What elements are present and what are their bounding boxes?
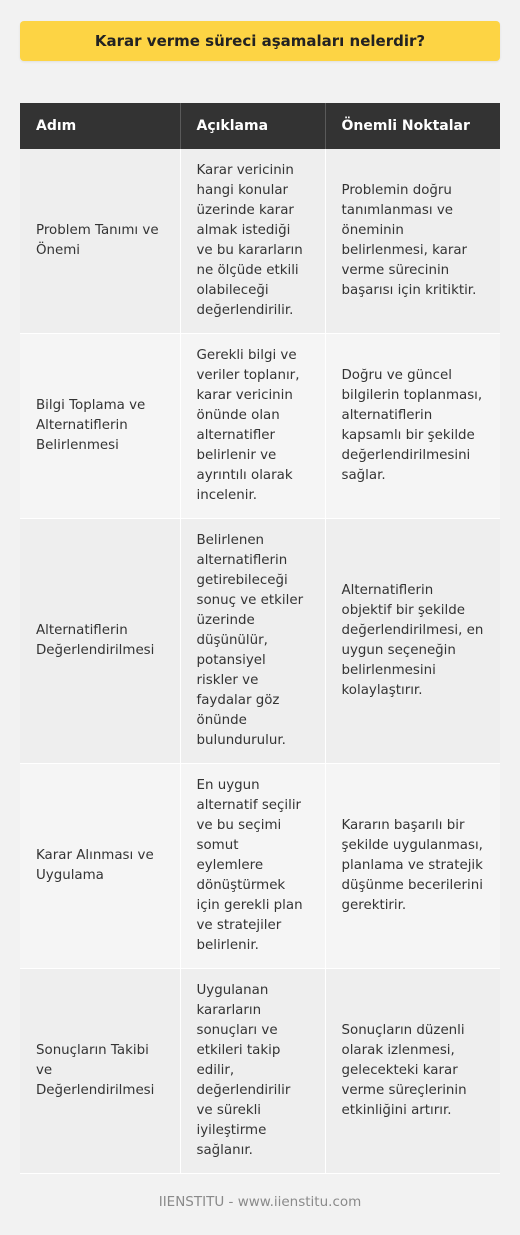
step-cell: Bilgi Toplama ve Alternatiflerin Belirlenmesi bbox=[20, 334, 180, 519]
notes-cell: Alternatiflerin objektif bir şekilde değerlendirilmesi, en uygun seçeneğin belirlenmesini kolaylaştırır. bbox=[325, 519, 500, 764]
column-header-description: Açıklama bbox=[180, 103, 325, 149]
column-header-notes: Önemli Noktalar bbox=[325, 103, 500, 149]
title-banner bbox=[20, 21, 500, 61]
table-row bbox=[20, 969, 500, 1174]
description-cell: Karar vericinin hangi konular üzerinde karar almak istediği ve bu kararların ne ölçüde etkili olabileceği değerlendirilir. bbox=[180, 149, 325, 334]
column-header-step: Adım bbox=[20, 103, 180, 149]
step-cell: Alternatiflerin Değerlendirilmesi bbox=[20, 519, 180, 764]
step-cell: Sonuçların Takibi ve Değerlendirilmesi bbox=[20, 969, 180, 1174]
table-row bbox=[20, 334, 500, 519]
notes-cell: Kararın başarılı bir şekilde uygulanması, planlama ve stratejik düşünme becerilerini gerektirir. bbox=[325, 764, 500, 969]
table-header-row bbox=[20, 103, 500, 149]
notes-cell: Sonuçların düzenli olarak izlenmesi, gelecekteki karar verme süreçlerinin etkinliğini artırır. bbox=[325, 969, 500, 1174]
notes-cell: Doğru ve güncel bilgilerin toplanması, alternatiflerin kapsamlı bir şekilde değerlendirilmesini sağlar. bbox=[325, 334, 500, 519]
notes-cell: Problemin doğru tanımlanması ve öneminin belirlenmesi, karar verme sürecinin başarısı için kritiktir. bbox=[325, 149, 500, 334]
description-cell: En uygun alternatif seçilir ve bu seçimi somut eylemlere dönüştürmek için gerekli plan ve stratejiler belirlenir. bbox=[180, 764, 325, 969]
step-cell: Karar Alınması ve Uygulama bbox=[20, 764, 180, 969]
table-row bbox=[20, 764, 500, 969]
table-row bbox=[20, 519, 500, 764]
page-title: Karar verme süreci aşamaları nelerdir? bbox=[94, 32, 426, 50]
description-cell: Belirlenen alternatiflerin getirebileceği sonuç ve etkiler üzerinde düşünülür, potansiyel riskler ve faydalar göz önünde bulundurulur. bbox=[180, 519, 325, 764]
description-cell: Uygulanan kararların sonuçları ve etkileri takip edilir, değerlendirilir ve sürekli iyileştirme sağlanır. bbox=[180, 969, 325, 1174]
description-cell: Gerekli bilgi ve veriler toplanır, karar vericinin önünde olan alternatifler belirlenir ve ayrıntılı olarak incelenir. bbox=[180, 334, 325, 519]
table-row bbox=[20, 149, 500, 334]
steps-table bbox=[20, 103, 500, 1174]
footer-credit: IIENSTITU - www.iienstitu.com bbox=[158, 1194, 362, 1210]
step-cell: Problem Tanımı ve Önemi bbox=[20, 149, 180, 334]
